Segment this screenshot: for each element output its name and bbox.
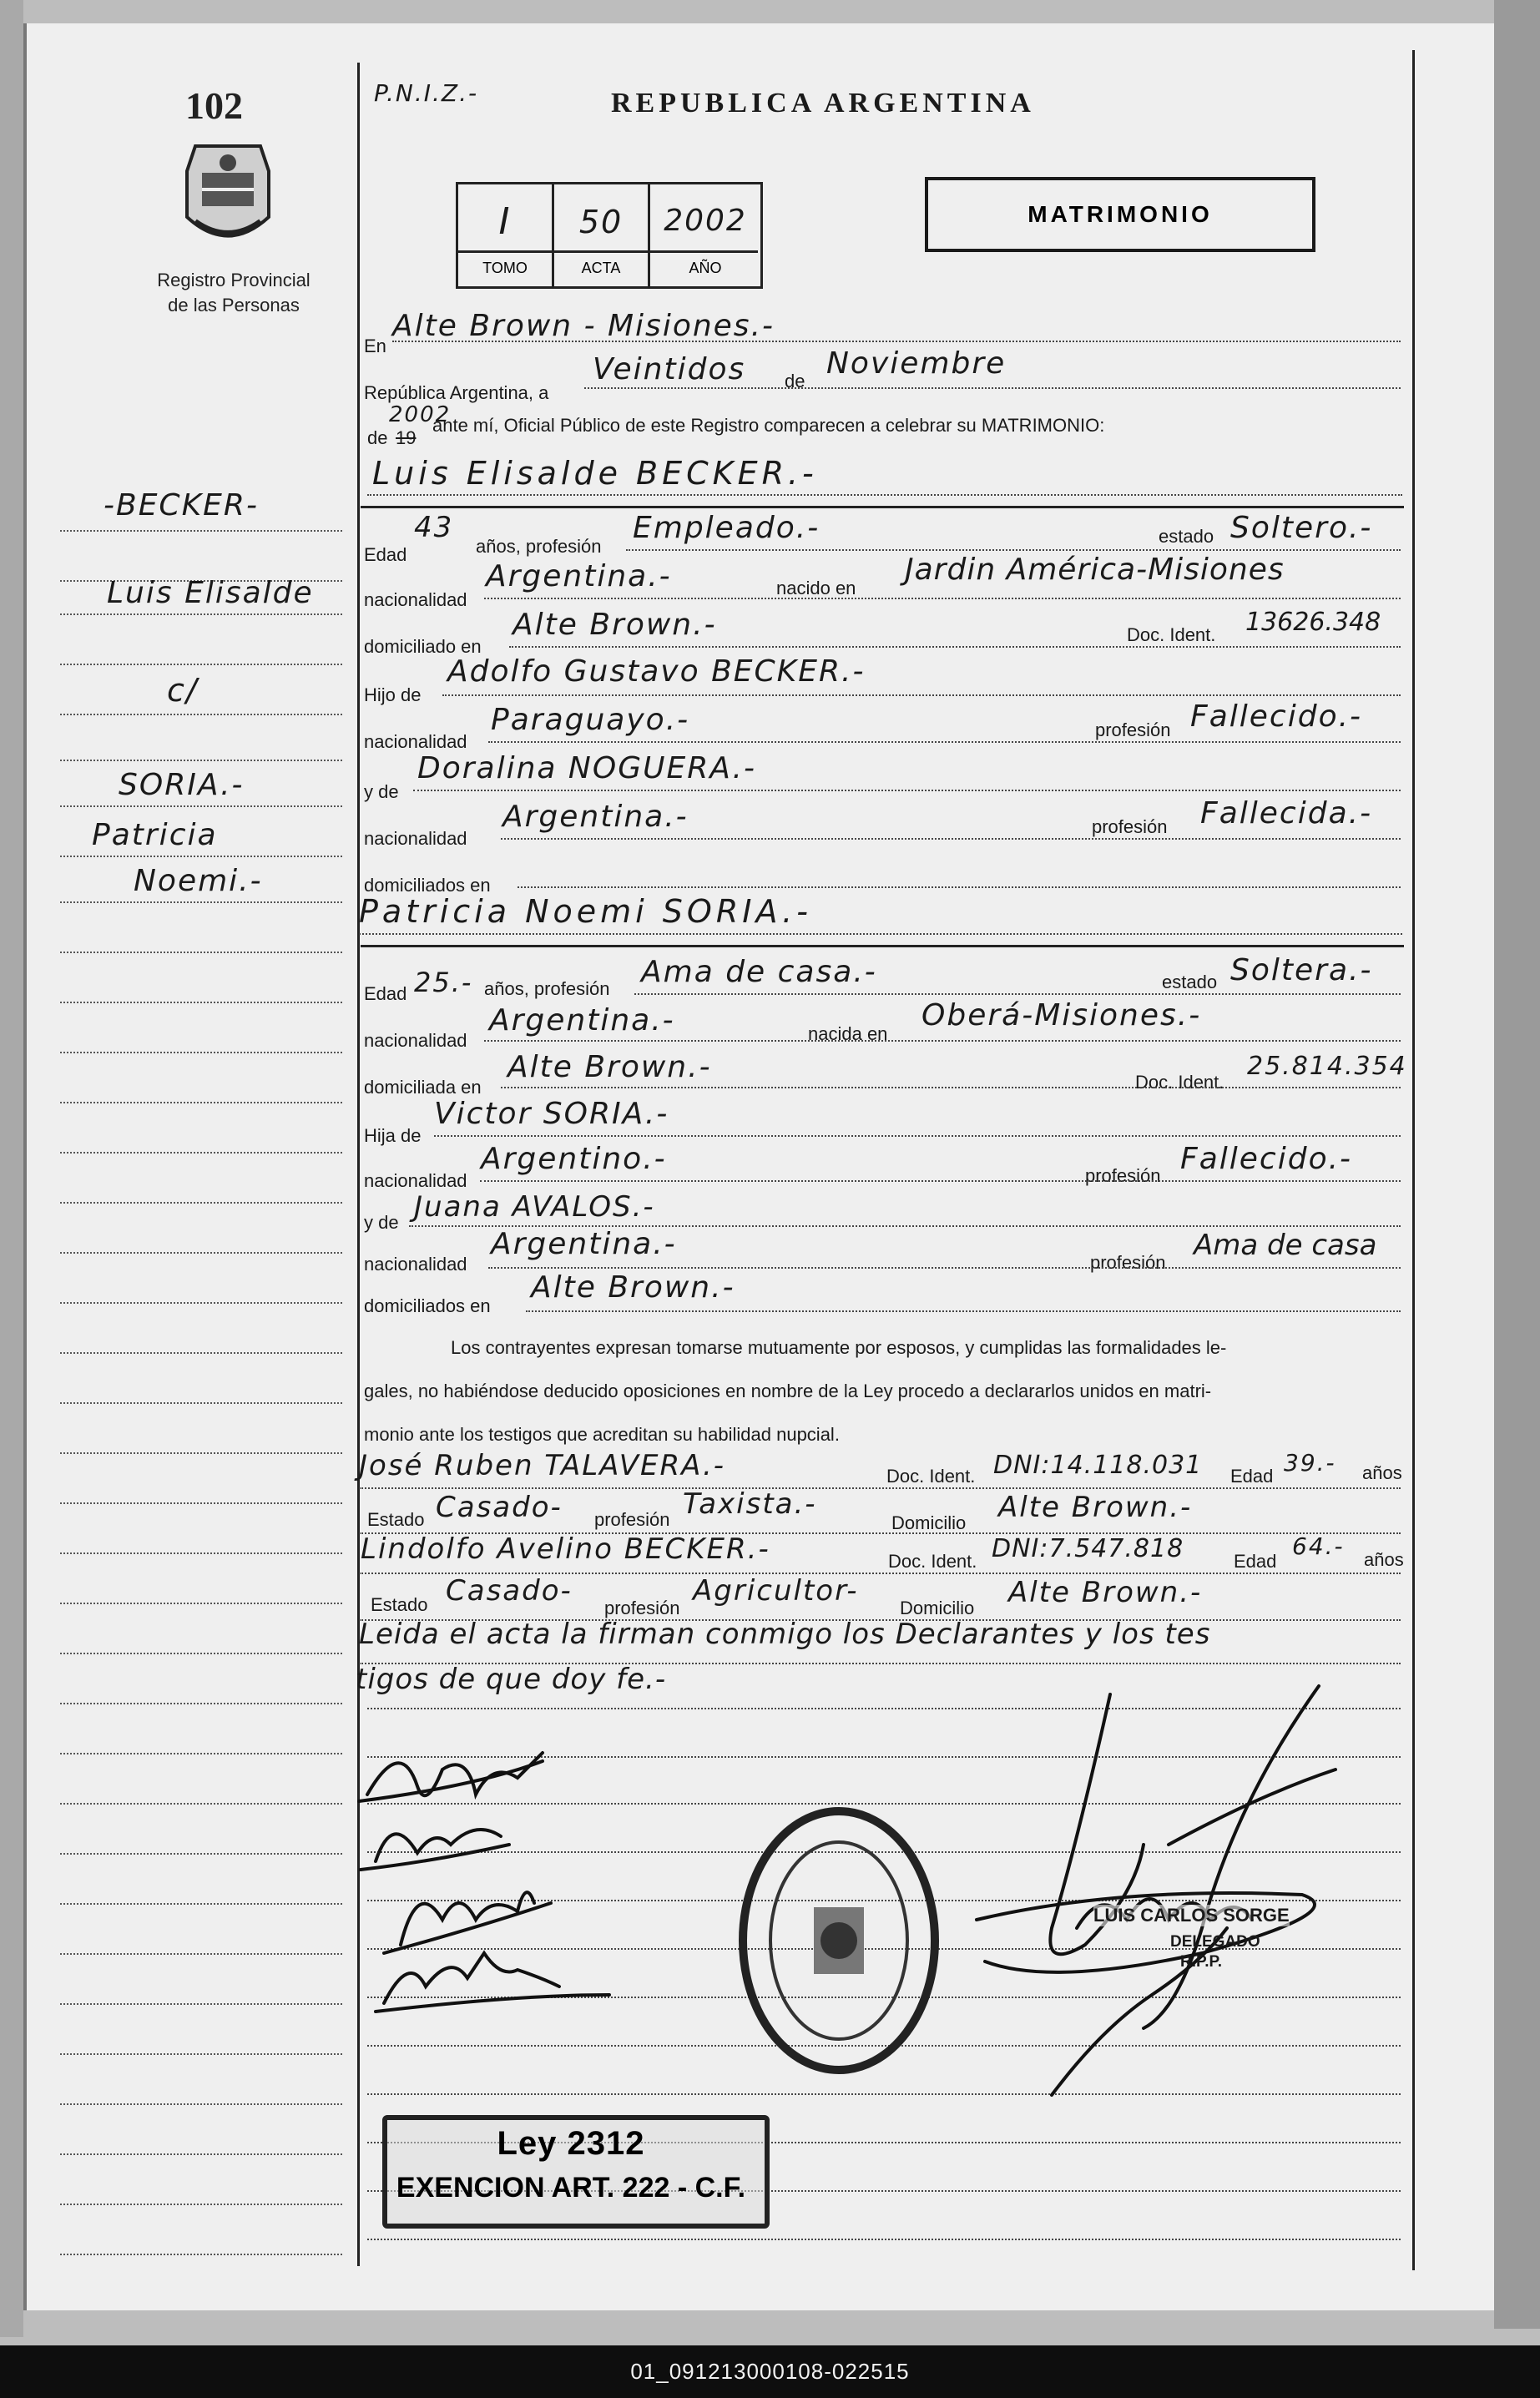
groom-edad-label: Edad: [364, 544, 407, 565]
de2-label: de: [367, 427, 388, 448]
groom-father-profession: Fallecido.-: [1190, 699, 1363, 734]
en-label: En: [364, 336, 386, 356]
file-id: 01_091213000108-022515: [630, 2359, 910, 2384]
declaration-line-1: Los contrayentes expresan tomarse mutuamente por esposos, y cumplidas las formalidades le-: [451, 1337, 1227, 1358]
witness1-profession: Taxista.-: [683, 1487, 817, 1521]
groom-name: Luis Elisalde BECKER.-: [372, 455, 818, 492]
page-number: 102: [185, 84, 243, 127]
margin-annotation: P.N.I.Z.-: [374, 79, 479, 107]
bride-name: Patricia Noemi SORIA.-: [359, 893, 812, 930]
witness2-domicile: Alte Brown.-: [1008, 1576, 1203, 1609]
margin-name-1: Luis Elisalde: [107, 576, 314, 610]
law-stamp-line-1: Ley 2312: [497, 2125, 645, 2162]
groom-father-nationality: Paraguayo.-: [491, 703, 690, 737]
bride-anos-prof-label: años, profesión: [484, 978, 610, 999]
groom-status: Soltero.-: [1230, 511, 1373, 545]
marriage-place: Alte Brown - Misiones.-: [392, 309, 775, 343]
bride-nationality: Argentina.-: [489, 1003, 675, 1037]
witness1-name: José Ruben TALAVERA.-: [359, 1449, 726, 1482]
bride-parents-domicile: Alte Brown.-: [531, 1270, 735, 1305]
groom-mother-nac-label: nacionalidad: [364, 828, 467, 849]
witness1-dom-label: Domicilio: [891, 1512, 967, 1533]
bride-profession: Ama de casa.-: [641, 955, 877, 989]
margin-conjunction: c/: [167, 672, 199, 709]
witness2-profession: Agricultor-: [693, 1574, 859, 1608]
witness2-anos-label: años: [1364, 1549, 1404, 1570]
groom-profession: Empleado.-: [633, 511, 820, 545]
signatures: [351, 1703, 634, 2020]
groom-father-prof-label: profesión: [1095, 719, 1171, 740]
bride-nacida-label: nacida en: [808, 1023, 888, 1044]
witness1-prof-label: profesión: [594, 1509, 670, 1530]
bride-doc-label: Doc. Ident.: [1135, 1072, 1224, 1093]
witness2-age: 64.-: [1292, 1532, 1345, 1560]
groom-hijo-label: Hijo de: [364, 684, 422, 705]
groom-doc: 13626.348: [1245, 608, 1381, 637]
doc-type-box: [925, 177, 1315, 252]
groom-estado-label: estado: [1159, 526, 1214, 547]
official-org-stamp: R.P.P.: [1180, 1953, 1223, 1971]
witness1-doc-label: Doc. Ident.: [886, 1466, 976, 1487]
groom-mother: Doralina NOGUERA.-: [417, 751, 756, 785]
bride-father-nationality: Argentino.-: [481, 1142, 667, 1176]
tomo-label: TOMO: [482, 260, 528, 276]
ante-text: ante mí, Oficial Público de este Registro comparecen a celebrar su MATRIMONIO:: [432, 415, 1105, 436]
bride-dom-label: domiciliada en: [364, 1077, 482, 1098]
witness2-dom-label: Domicilio: [900, 1598, 975, 1618]
ano-value: 2002: [664, 204, 747, 238]
closing-line-1: Leida el acta la firman conmigo los Declarantes y los tes: [359, 1618, 1211, 1651]
groom-anos-prof-label: años, profesión: [476, 536, 602, 557]
witness1-anos-label: años: [1362, 1462, 1402, 1483]
groom-nationality: Argentina.-: [486, 559, 672, 593]
country-title: REPUBLICA ARGENTINA: [611, 88, 1035, 119]
province-seal: [179, 138, 277, 255]
bride-father: Victor SORIA.-: [434, 1097, 669, 1131]
round-registry-stamp: [735, 1803, 943, 2078]
witness1-age: 39.-: [1284, 1449, 1336, 1477]
margin-surname-2: SORIA.-: [119, 768, 245, 802]
acta-label: ACTA: [581, 260, 621, 276]
groom-mother-nationality: Argentina.-: [502, 800, 689, 834]
bride-estado-label: estado: [1162, 972, 1218, 992]
bride-parents-dom-label: domiciliados en: [364, 1295, 491, 1316]
file-id-footer: [0, 2345, 1540, 2398]
bride-doc: 25.814.354: [1247, 1052, 1407, 1081]
bride-father-profession: Fallecido.-: [1180, 1142, 1353, 1176]
marriage-day: Veintidos: [593, 352, 746, 386]
page-edge: [1494, 0, 1540, 2329]
marriage-year: 2002: [389, 402, 452, 427]
groom-mother-profession: Fallecida.-: [1200, 796, 1373, 830]
bride-mother-prof-label: profesión: [1090, 1252, 1166, 1273]
official-signature: [952, 1678, 1386, 2120]
bride-domicile: Alte Brown.-: [507, 1050, 712, 1084]
witness1-status: Casado-: [436, 1491, 563, 1524]
bride-hija-label: Hija de: [364, 1125, 422, 1146]
ano-label: AÑO: [689, 260, 722, 276]
groom-parents-dom-label: domiciliados en: [364, 875, 491, 896]
record-box: [456, 182, 763, 289]
bride-age: 25.-: [414, 967, 473, 998]
registry-title-1: Registro Provincial: [157, 270, 311, 290]
witness1-estado-label: Estado: [367, 1509, 425, 1530]
year-printed: 19: [396, 427, 417, 448]
law-stamp-line-2: EXENCION ART. 222 - C.F.: [396, 2172, 746, 2204]
witness2-doc: DNI:7.547.818: [992, 1534, 1184, 1563]
witness2-status: Casado-: [446, 1574, 573, 1608]
groom-birthplace: Jardin América-Misiones: [905, 553, 1285, 587]
groom-age: 43: [414, 511, 454, 544]
bride-father-prof-label: profesión: [1085, 1165, 1161, 1186]
marriage-month: Noviembre: [826, 346, 1007, 381]
margin-surname-1: -BECKER-: [104, 488, 259, 523]
binding-shadow: [0, 0, 23, 2337]
groom-domicile: Alte Brown.-: [512, 608, 717, 642]
witness2-edad-label: Edad: [1234, 1551, 1277, 1572]
witness1-doc: DNI:14.118.031: [993, 1451, 1203, 1480]
witness1-domicile: Alte Brown.-: [998, 1491, 1193, 1524]
acta-value: 50: [578, 204, 624, 240]
declaration-line-3: monio ante los testigos que acreditan su habilidad nupcial.: [364, 1424, 840, 1445]
de-label: de: [785, 371, 805, 391]
groom-father-nac-label: nacionalidad: [364, 731, 467, 752]
registry-title-2: de las Personas: [168, 295, 300, 316]
witness2-estado-label: Estado: [371, 1594, 428, 1615]
witness1-edad-label: Edad: [1230, 1466, 1274, 1487]
official-name-stamp: LUIS CARLOS SORGE: [1093, 1905, 1290, 1926]
witness2-prof-label: profesión: [604, 1598, 680, 1618]
tomo-value: I: [498, 200, 512, 243]
bride-mother: Juana AVALOS.-: [414, 1190, 655, 1224]
declaration-line-2: gales, no habiéndose deducido oposiciones en nombre de la Ley procedo a declararlos unidos en matri-: [364, 1381, 1212, 1401]
right-divider: [1412, 50, 1415, 2270]
groom-dom-label: domiciliado en: [364, 636, 482, 657]
closing-line-2: tigos de que doy fe.-: [356, 1663, 667, 1696]
witness2-name: Lindolfo Avelino BECKER.-: [361, 1532, 770, 1566]
bride-mother-nac-label: nacionalidad: [364, 1254, 467, 1275]
groom-mother-prof-label: profesión: [1092, 816, 1168, 837]
doc-type-label: MATRIMONIO: [1028, 201, 1213, 227]
groom-father: Adolfo Gustavo BECKER.-: [447, 654, 866, 689]
groom-doc-label: Doc. Ident.: [1127, 624, 1216, 645]
groom-nac-label: nacionalidad: [364, 589, 467, 610]
official-title-stamp: DELEGADO: [1170, 1933, 1260, 1951]
bride-edad-label: Edad: [364, 983, 407, 1004]
margin-name-2b: Noemi.-: [134, 864, 263, 898]
republic-label: República Argentina, a: [364, 382, 549, 403]
bride-mother-nationality: Argentina.-: [491, 1227, 677, 1261]
bride-nac-label: nacionalidad: [364, 1030, 467, 1051]
bride-birthplace: Oberá-Misiones.-: [921, 998, 1202, 1032]
groom-nacido-label: nacido en: [776, 578, 856, 598]
margin-name-2a: Patricia: [92, 818, 218, 852]
bride-father-nac-label: nacionalidad: [364, 1170, 467, 1191]
bride-mother-profession: Ama de casa: [1194, 1229, 1377, 1262]
law-exemption-stamp: [382, 2115, 770, 2229]
groom-yde-label: y de: [364, 781, 399, 802]
witness2-doc-label: Doc. Ident.: [888, 1551, 977, 1572]
bride-yde-label: y de: [364, 1212, 399, 1233]
bride-status: Soltera.-: [1230, 953, 1373, 987]
